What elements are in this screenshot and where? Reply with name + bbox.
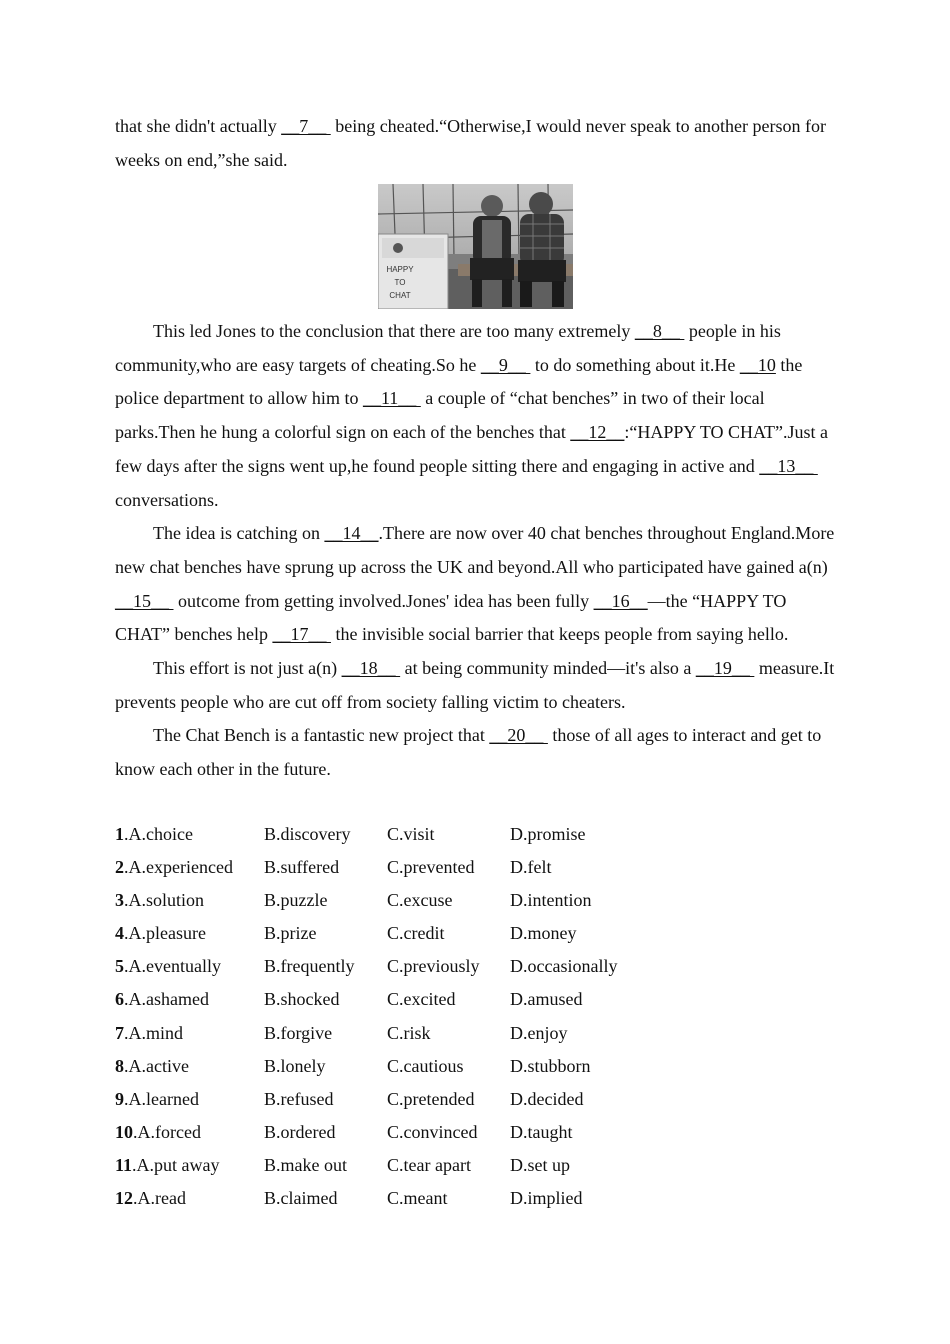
- option-a[interactable]: .A.pleasure: [124, 923, 206, 944]
- option-c[interactable]: C.previously: [387, 956, 480, 977]
- option-d[interactable]: D.intention: [510, 890, 592, 911]
- option-row: [115, 851, 837, 884]
- option-d[interactable]: D.amused: [510, 989, 583, 1010]
- option-b[interactable]: B.ordered: [264, 1121, 336, 1142]
- option-d[interactable]: D.decided: [510, 1088, 584, 1109]
- blank-13[interactable]: __13__: [759, 455, 818, 476]
- question-number: 9: [115, 1088, 124, 1109]
- option-a[interactable]: .A.put away: [132, 1154, 220, 1175]
- option-b[interactable]: B.suffered: [264, 857, 340, 878]
- paragraph: This led Jones to the conclusion that there are too many extremely __8__ people in his community,who are easy targets of cheating.So he __9__ to do something about it.He __10 the police department to allow him to __11__ a couple of “chat benches” in two of their local parks.Then he hung a colorful sign on each of the benches that __12__:“HAPPY TO CHAT”.Just a few days after the signs went up,he found people sitting there and engaging in active and __13__ conversations.: [115, 321, 829, 510]
- option-b[interactable]: B.forgive: [264, 1022, 333, 1043]
- question-number: 10: [115, 1121, 133, 1142]
- blank-9[interactable]: __9__: [480, 354, 531, 375]
- option-a[interactable]: .A.ashamed: [124, 989, 209, 1010]
- option-b[interactable]: B.make out: [264, 1154, 347, 1175]
- question-number: 5: [115, 956, 124, 977]
- option-b[interactable]: B.discovery: [264, 824, 351, 844]
- blank-16[interactable]: __16__: [593, 590, 648, 611]
- question-number: 8: [115, 1055, 124, 1076]
- option-d[interactable]: D.implied: [510, 1188, 583, 1209]
- sign-word: CHAT: [389, 291, 411, 300]
- passage-continuation: [115, 110, 837, 177]
- option-b[interactable]: B.frequently: [264, 956, 355, 977]
- question-number: 12: [115, 1188, 133, 1209]
- chat-bench-photo: [378, 184, 573, 309]
- option-c[interactable]: C.excuse: [387, 890, 453, 911]
- option-c[interactable]: C.tear apart: [387, 1154, 471, 1175]
- option-a[interactable]: .A.mind: [124, 1022, 184, 1043]
- option-row: [115, 917, 837, 950]
- option-b[interactable]: B.claimed: [264, 1188, 338, 1209]
- option-b[interactable]: B.lonely: [264, 1055, 326, 1076]
- option-row: [115, 1050, 837, 1083]
- option-c[interactable]: C.credit: [387, 923, 445, 944]
- paragraph: that she didn't actually __7__ being cheated.“Otherwise,I would never speak to another person for weeks on end,”she said.: [115, 116, 827, 170]
- blank-8[interactable]: __8__: [634, 321, 685, 341]
- paragraph: This effort is not just a(n) __18__ at being community minded—it's also a __19__ measure.It prevents people who are cut off from society falling victim to cheaters.: [115, 658, 835, 712]
- option-c[interactable]: C.excited: [387, 989, 456, 1010]
- option-b[interactable]: B.puzzle: [264, 890, 328, 911]
- option-a[interactable]: .A.forced: [133, 1121, 201, 1142]
- sign-word: TO: [394, 278, 406, 287]
- blank-11[interactable]: __11__: [362, 388, 421, 409]
- option-a[interactable]: .A.experienced: [124, 857, 233, 878]
- answer-options: [115, 818, 837, 1215]
- option-a[interactable]: .A.learned: [124, 1088, 199, 1109]
- option-b[interactable]: B.prize: [264, 923, 317, 944]
- option-d[interactable]: D.taught: [510, 1121, 573, 1142]
- option-d[interactable]: D.occasionally: [510, 956, 618, 977]
- question-number: 11: [115, 1154, 133, 1175]
- option-row: [115, 884, 837, 917]
- blank-18[interactable]: __18__: [341, 658, 401, 679]
- blank-19[interactable]: __19__: [695, 658, 755, 679]
- option-row: [115, 818, 837, 851]
- blank-10[interactable]: __10: [739, 354, 776, 375]
- option-d[interactable]: D.stubborn: [510, 1055, 591, 1076]
- option-d[interactable]: D.set up: [510, 1154, 570, 1175]
- blank-20[interactable]: __20__: [489, 725, 548, 746]
- blank-14[interactable]: __14__: [324, 523, 379, 544]
- blank-7[interactable]: __7__: [281, 116, 331, 136]
- option-d[interactable]: D.felt: [510, 857, 552, 878]
- option-d[interactable]: D.enjoy: [510, 1022, 568, 1043]
- option-d[interactable]: D.promise: [510, 824, 586, 844]
- option-b[interactable]: B.shocked: [264, 989, 340, 1010]
- option-row: [115, 983, 837, 1016]
- option-c[interactable]: C.risk: [387, 1022, 431, 1043]
- blank-17[interactable]: __17__: [272, 624, 331, 645]
- blank-15[interactable]: __15__: [115, 590, 174, 611]
- option-b[interactable]: B.refused: [264, 1088, 334, 1109]
- option-c[interactable]: C.meant: [387, 1188, 448, 1209]
- option-d[interactable]: D.money: [510, 923, 577, 944]
- option-row: [115, 950, 837, 983]
- option-a[interactable]: .A.active: [124, 1055, 189, 1076]
- option-a[interactable]: .A.read: [133, 1188, 186, 1209]
- option-row: [115, 1149, 837, 1182]
- option-a[interactable]: .A.eventually: [124, 956, 221, 977]
- option-row: [115, 1182, 837, 1215]
- question-number: 1: [115, 824, 124, 844]
- option-c[interactable]: C.cautious: [387, 1055, 464, 1076]
- photo-image: [378, 184, 573, 309]
- question-number: 2: [115, 857, 124, 878]
- passage-body: [115, 315, 837, 787]
- option-row: [115, 1083, 837, 1116]
- option-c[interactable]: C.pretended: [387, 1088, 475, 1109]
- sign-word: HAPPY: [386, 265, 414, 274]
- option-c[interactable]: C.prevented: [387, 857, 475, 878]
- option-a[interactable]: .A.solution: [124, 890, 205, 911]
- option-row: [115, 1017, 837, 1050]
- question-number: 7: [115, 1022, 124, 1043]
- option-a[interactable]: .A.choice: [124, 824, 193, 844]
- question-number: 3: [115, 890, 124, 911]
- option-c[interactable]: C.visit: [387, 824, 435, 844]
- paragraph: The idea is catching on __14__.There are now over 40 chat benches throughout England.More new chat benches have sprung up across the UK and beyond.All who participated have gained a(n) __15__ outcome from getting involved.Jones' idea has been fully __16__—the “HAPPY TO CHAT” benches help __17__ the invisible social barrier that keeps people from saying hello.: [115, 523, 835, 645]
- question-number: 4: [115, 923, 124, 944]
- question-number: 6: [115, 989, 124, 1010]
- blank-12[interactable]: __12__: [570, 422, 625, 443]
- paragraph: The Chat Bench is a fantastic new project that __20__ those of all ages to interact and get to know each other in the future.: [115, 725, 822, 780]
- option-c[interactable]: C.convinced: [387, 1121, 478, 1142]
- option-row: [115, 1116, 837, 1149]
